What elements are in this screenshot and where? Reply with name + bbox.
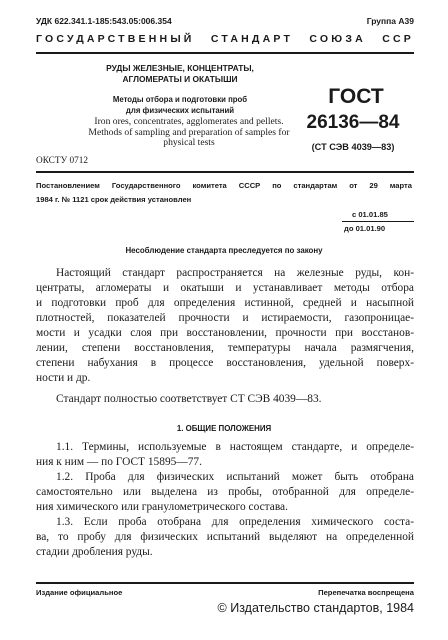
clause-1-2-line-2: самостоятельно или выделена из пробы, отобранной для определе- <box>36 486 414 498</box>
effective-to: до 01.01.90 <box>344 224 386 233</box>
intro-paragraph <box>36 266 414 386</box>
clause-1-1 <box>36 440 414 470</box>
decree-line-2: 1984 г. № 1121 срок действия установлен <box>36 195 192 204</box>
publisher-copyright: © Издательство стандартов, 1984 <box>217 601 414 615</box>
english-title-line-3: physical tests <box>163 137 215 148</box>
document-title <box>80 63 280 85</box>
clause-1-3-line-3: стадии дробления руды. <box>36 546 153 558</box>
clause-1-3 <box>36 515 414 560</box>
date-rule <box>342 221 414 222</box>
clause-1-1-line-2: ния к ним — по ГОСТ 15895—77. <box>36 456 202 468</box>
law-warning: Несоблюдение стандарта преследуется по закону <box>125 246 323 255</box>
st-sev-reference: (СТ СЭВ 4039—83) <box>311 142 395 152</box>
gost-number: 26136—84 <box>306 112 400 133</box>
intro-line-3: и подготовки проб для определения истинной, средней и насыпной <box>36 297 414 309</box>
section-title: 1. ОБЩИЕ ПОЛОЖЕНИЯ <box>176 424 272 433</box>
intro-line-7: степени набухания в процессе восстановления, удельной поверх- <box>36 357 414 369</box>
reprint-notice: Перепечатка воспрещена <box>318 588 414 597</box>
document-subtitle <box>80 94 280 116</box>
udk-code: УДК 622.341.1-185:543.05:006.354 <box>36 16 172 26</box>
decree-text <box>36 179 412 207</box>
clause-1-3-line-2: ва, то пробу для физических испытаний выделяют на определенной <box>36 531 414 543</box>
header-rule <box>36 52 414 54</box>
decree-line-1: Постановлением Государственного комитета СССР по стандартам от 29 марта <box>36 181 412 190</box>
intro-line-1: Настоящий стандарт распространяется на железные руды, кон- <box>56 267 414 279</box>
clause-1-2 <box>36 470 414 515</box>
intro-line-6: лении, степени восстановления, температуры начала размягчения, <box>36 342 414 354</box>
clause-1-3-line-1: 1.3. Если проба отобрана для определения химического соста- <box>56 516 414 528</box>
title-line-1: РУДЫ ЖЕЛЕЗНЫЕ, КОНЦЕНТРАТЫ, <box>106 63 254 73</box>
english-title-line-2: Methods of sampling and preparation of samples for <box>88 126 290 138</box>
agency-banner: ГОСУДАРСТВЕННЫЙ СТАНДАРТ СОЮЗА ССР <box>36 33 414 45</box>
title-rule <box>36 171 414 173</box>
intro-line-2: центраты, агломераты и окатыши и устанавливает методы отбора <box>36 282 414 294</box>
official-edition: Издание официальное <box>36 588 123 597</box>
intro-line-8: ности и др. <box>36 372 91 384</box>
clause-1-2-line-3: ния химического или гранулометрического состава. <box>36 501 288 513</box>
subtitle-line-2: для физических испытаний <box>125 106 235 115</box>
footer-rule <box>36 582 414 584</box>
group-code: Группа А39 <box>366 16 414 26</box>
gost-label: ГОСТ <box>328 85 384 108</box>
conformity-statement: Стандарт полностью соответствует СТ СЭВ 4039—83. <box>56 393 322 405</box>
title-line-2: АГЛОМЕРАТЫ И ОКАТЫШИ <box>122 74 238 84</box>
english-title-line-1: Iron ores, concentrates, agglomerates and pellets. <box>94 116 284 127</box>
effective-from: с 01.01.85 <box>352 210 388 219</box>
english-title <box>86 117 292 149</box>
intro-line-5: мости и усадки слоя при восстановлении, прочности при восстанов- <box>36 327 414 339</box>
okstu-code: ОКСТУ 0712 <box>36 156 89 166</box>
subtitle-line-1: Методы отбора и подготовки проб <box>112 95 248 104</box>
clause-1-2-line-1: 1.2. Проба для физических испытаний может быть отобрана <box>56 471 414 483</box>
intro-line-4: плотностей, показателей прочности и истираемости, газопроницае- <box>36 312 414 324</box>
clause-1-1-line-1: 1.1. Термины, используемые в настоящем стандарте, и определе- <box>56 441 414 453</box>
